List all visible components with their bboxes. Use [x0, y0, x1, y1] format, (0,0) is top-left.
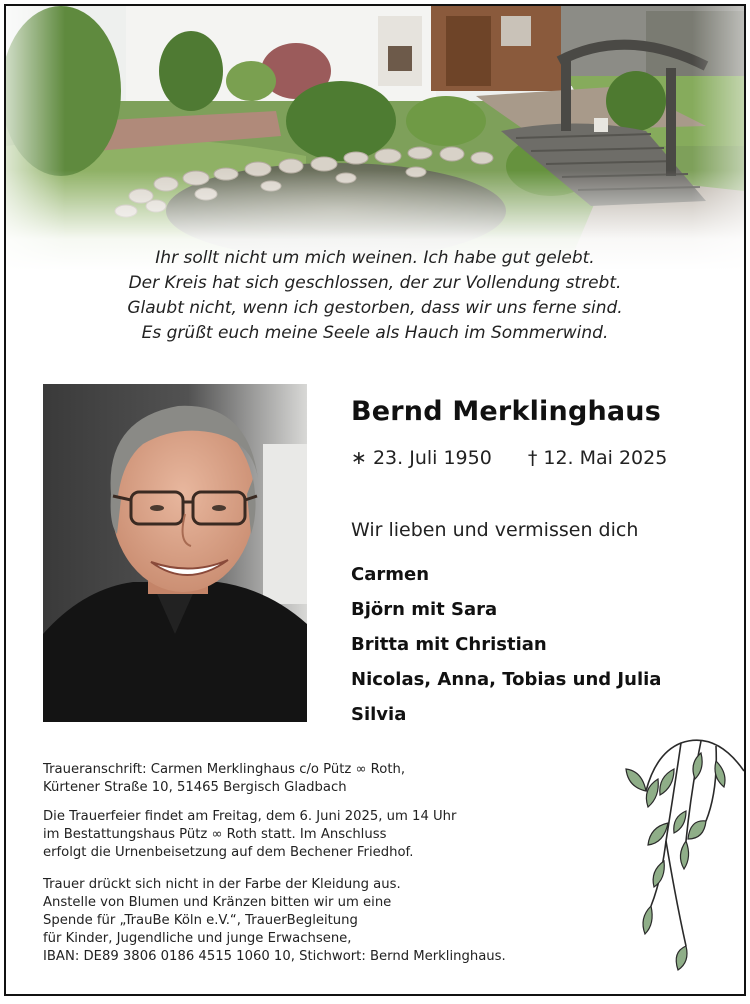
poem-line: Glaubt nicht, wenn ich gestorben, dass wir uns ferne sind.: [127, 298, 623, 318]
obituary-notice: [4, 4, 746, 996]
mourning-address: [43, 761, 405, 797]
garden-pond-bridge-photo: [6, 6, 744, 271]
portrait-photo: [43, 384, 307, 722]
mourner-name: Nicolas, Anna, Tobias und Julia: [351, 669, 662, 690]
poem-line: Der Kreis hat sich geschlossen, der zur Vollendung strebt.: [128, 273, 622, 293]
donation-line: IBAN: DE89 3806 0186 4515 1060 10, Stichwort: Bernd Merklinghaus.: [43, 949, 506, 964]
death-date: † 12. Mai 2025: [527, 447, 668, 469]
donation-info: [43, 876, 506, 966]
motto: Wir lieben und vermissen dich: [351, 519, 639, 541]
address-line: Traueranschrift: Carmen Merklinghaus c/o Pütz ∞ Roth,: [43, 762, 406, 777]
mourner-name: Björn mit Sara: [351, 599, 498, 620]
ceremony-line: im Bestattungshaus Pütz ∞ Roth statt. Im Anschluss: [43, 827, 387, 842]
garden-header-photo: [6, 6, 744, 271]
birch-branch-icon: [606, 731, 746, 991]
poem-line: Es grüßt euch meine Seele als Hauch im Sommerwind.: [141, 323, 609, 343]
mourner-name: Silvia: [351, 704, 407, 725]
donation-line: Trauer drückt sich nicht in der Farbe der Kleidung aus.: [43, 877, 401, 892]
life-dates: [351, 447, 667, 469]
portrait-photo-image: [43, 384, 307, 722]
poem-line: Ihr sollt nicht um mich weinen. Ich habe gut gelebt.: [155, 248, 595, 268]
mourners-list: [351, 562, 661, 737]
ceremony-line: Die Trauerfeier findet am Freitag, dem 6. Juni 2025, um 14 Uhr: [43, 809, 457, 824]
donation-line: für Kinder, Jugendliche und junge Erwachsene,: [43, 931, 352, 946]
address-line: Kürtener Straße 10, 51465 Bergisch Gladbach: [43, 780, 347, 795]
donation-line: Spende für „TrauBe Köln e.V.“, TrauerBegleitung: [43, 913, 358, 928]
birth-date: ∗ 23. Juli 1950: [351, 447, 492, 469]
mourner-name: Carmen: [351, 564, 430, 585]
ceremony-line: erfolgt die Urnenbeisetzung auf dem Bechener Friedhof.: [43, 845, 414, 860]
mourner-name: Britta mit Christian: [351, 634, 547, 655]
poem: [6, 246, 744, 346]
deceased-name: Bernd Merklinghaus: [351, 396, 661, 427]
donation-line: Anstelle von Blumen und Kränzen bitten wir um eine: [43, 895, 392, 910]
ceremony-info: [43, 808, 456, 862]
